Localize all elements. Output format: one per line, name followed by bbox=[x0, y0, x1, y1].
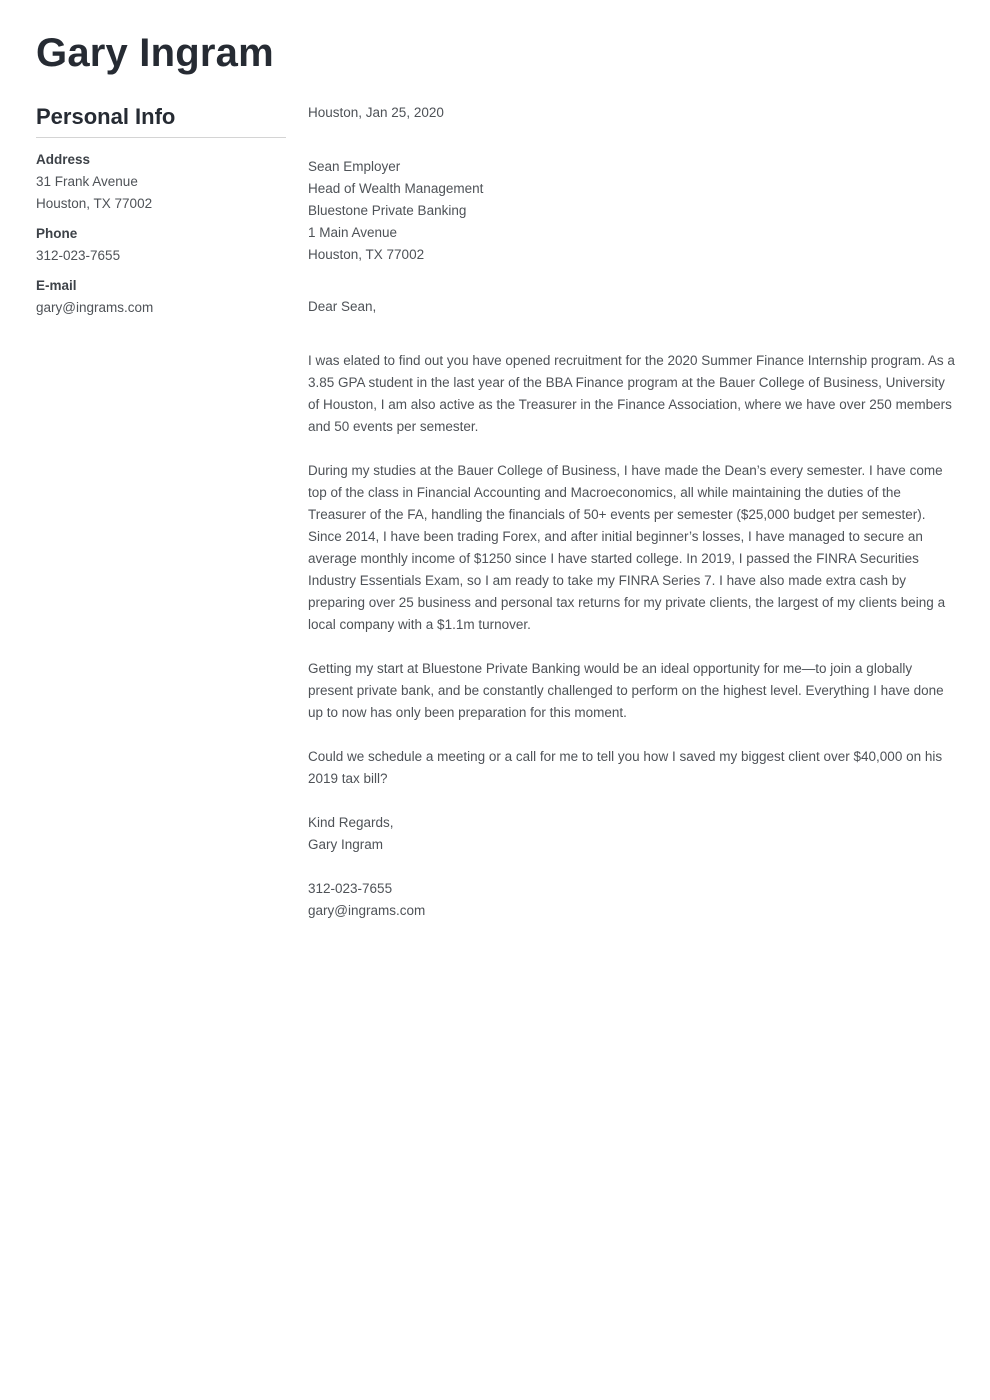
email-label: E-mail bbox=[36, 278, 77, 293]
paragraph-motivation: Getting my start at Bluestone Private Banking would be an ideal opportunity for me—to join a globally present private bank, and be constantly challenged to perform on the highest level. Everything I have done up to now has only been preparation for this moment. bbox=[308, 661, 944, 720]
recipient-street: 1 Main Avenue bbox=[308, 225, 398, 240]
signature-phone: 312-023-7655 bbox=[308, 881, 393, 896]
signature-email: gary@ingrams.com bbox=[308, 903, 426, 918]
personal-info-sidebar bbox=[36, 102, 286, 319]
signature-name: Gary Ingram bbox=[308, 837, 384, 852]
paragraph-call-to-action: Could we schedule a meeting or a call for me to tell you how I saved my biggest client over $40,000 on his 2019 tax bill? bbox=[308, 749, 943, 786]
address-line-1: 31 Frank Avenue bbox=[36, 174, 138, 189]
phone-value: 312-023-7655 bbox=[36, 248, 121, 263]
email-value: gary@ingrams.com bbox=[36, 300, 154, 315]
paragraph-intro: I was elated to find out you have opened recruitment for the 2020 Summer Finance Internship program. As a 3.85 GPA student in the last year of the BBA Finance program at the Bauer College of Business, University of Houston, I am also active as the Treasurer in the Finance Association, where we have over 250 members and 50 events per semester. bbox=[308, 353, 955, 434]
letter-body bbox=[308, 102, 955, 922]
recipient-title: Head of Wealth Management bbox=[308, 181, 484, 196]
closing-phrase: Kind Regards, bbox=[308, 815, 394, 830]
signature-contact-block bbox=[308, 878, 955, 922]
applicant-name-heading: Gary Ingram bbox=[36, 31, 274, 75]
recipient-company: Bluestone Private Banking bbox=[308, 203, 467, 218]
letter-date: Houston, Jan 25, 2020 bbox=[308, 105, 444, 120]
personal-info-heading: Personal Info bbox=[36, 104, 286, 138]
address-line-2: Houston, TX 77002 bbox=[36, 196, 153, 211]
salutation: Dear Sean, bbox=[308, 299, 377, 314]
content-columns bbox=[36, 102, 955, 922]
recipient-name: Sean Employer bbox=[308, 159, 401, 174]
address-label: Address bbox=[36, 152, 91, 167]
recipient-block bbox=[308, 156, 955, 266]
closing-block bbox=[308, 812, 955, 856]
paragraph-experience: During my studies at the Bauer College of Business, I have made the Dean’s every semester. I have come top of the class in Financial Accounting and Macroeconomics, all while maintaining the duties of the Treasurer of the FA, handling the financials of 50+ events per semester ($25,000 budget per semester). Since 2014, I have been trading Forex, and after initial beginner’s losses, I have managed to secure an average monthly income of $1250 since I have started college. In 2019, I passed the FINRA Securities Industry Essentials Exam, so I am ready to take my FINRA Series 7. I have also made extra cash by preparing over 25 business and personal tax returns for my private clients, the largest of my clients being a local company with a $1.1m turnover. bbox=[308, 463, 946, 632]
recipient-city: Houston, TX 77002 bbox=[308, 247, 425, 262]
phone-label: Phone bbox=[36, 226, 78, 241]
